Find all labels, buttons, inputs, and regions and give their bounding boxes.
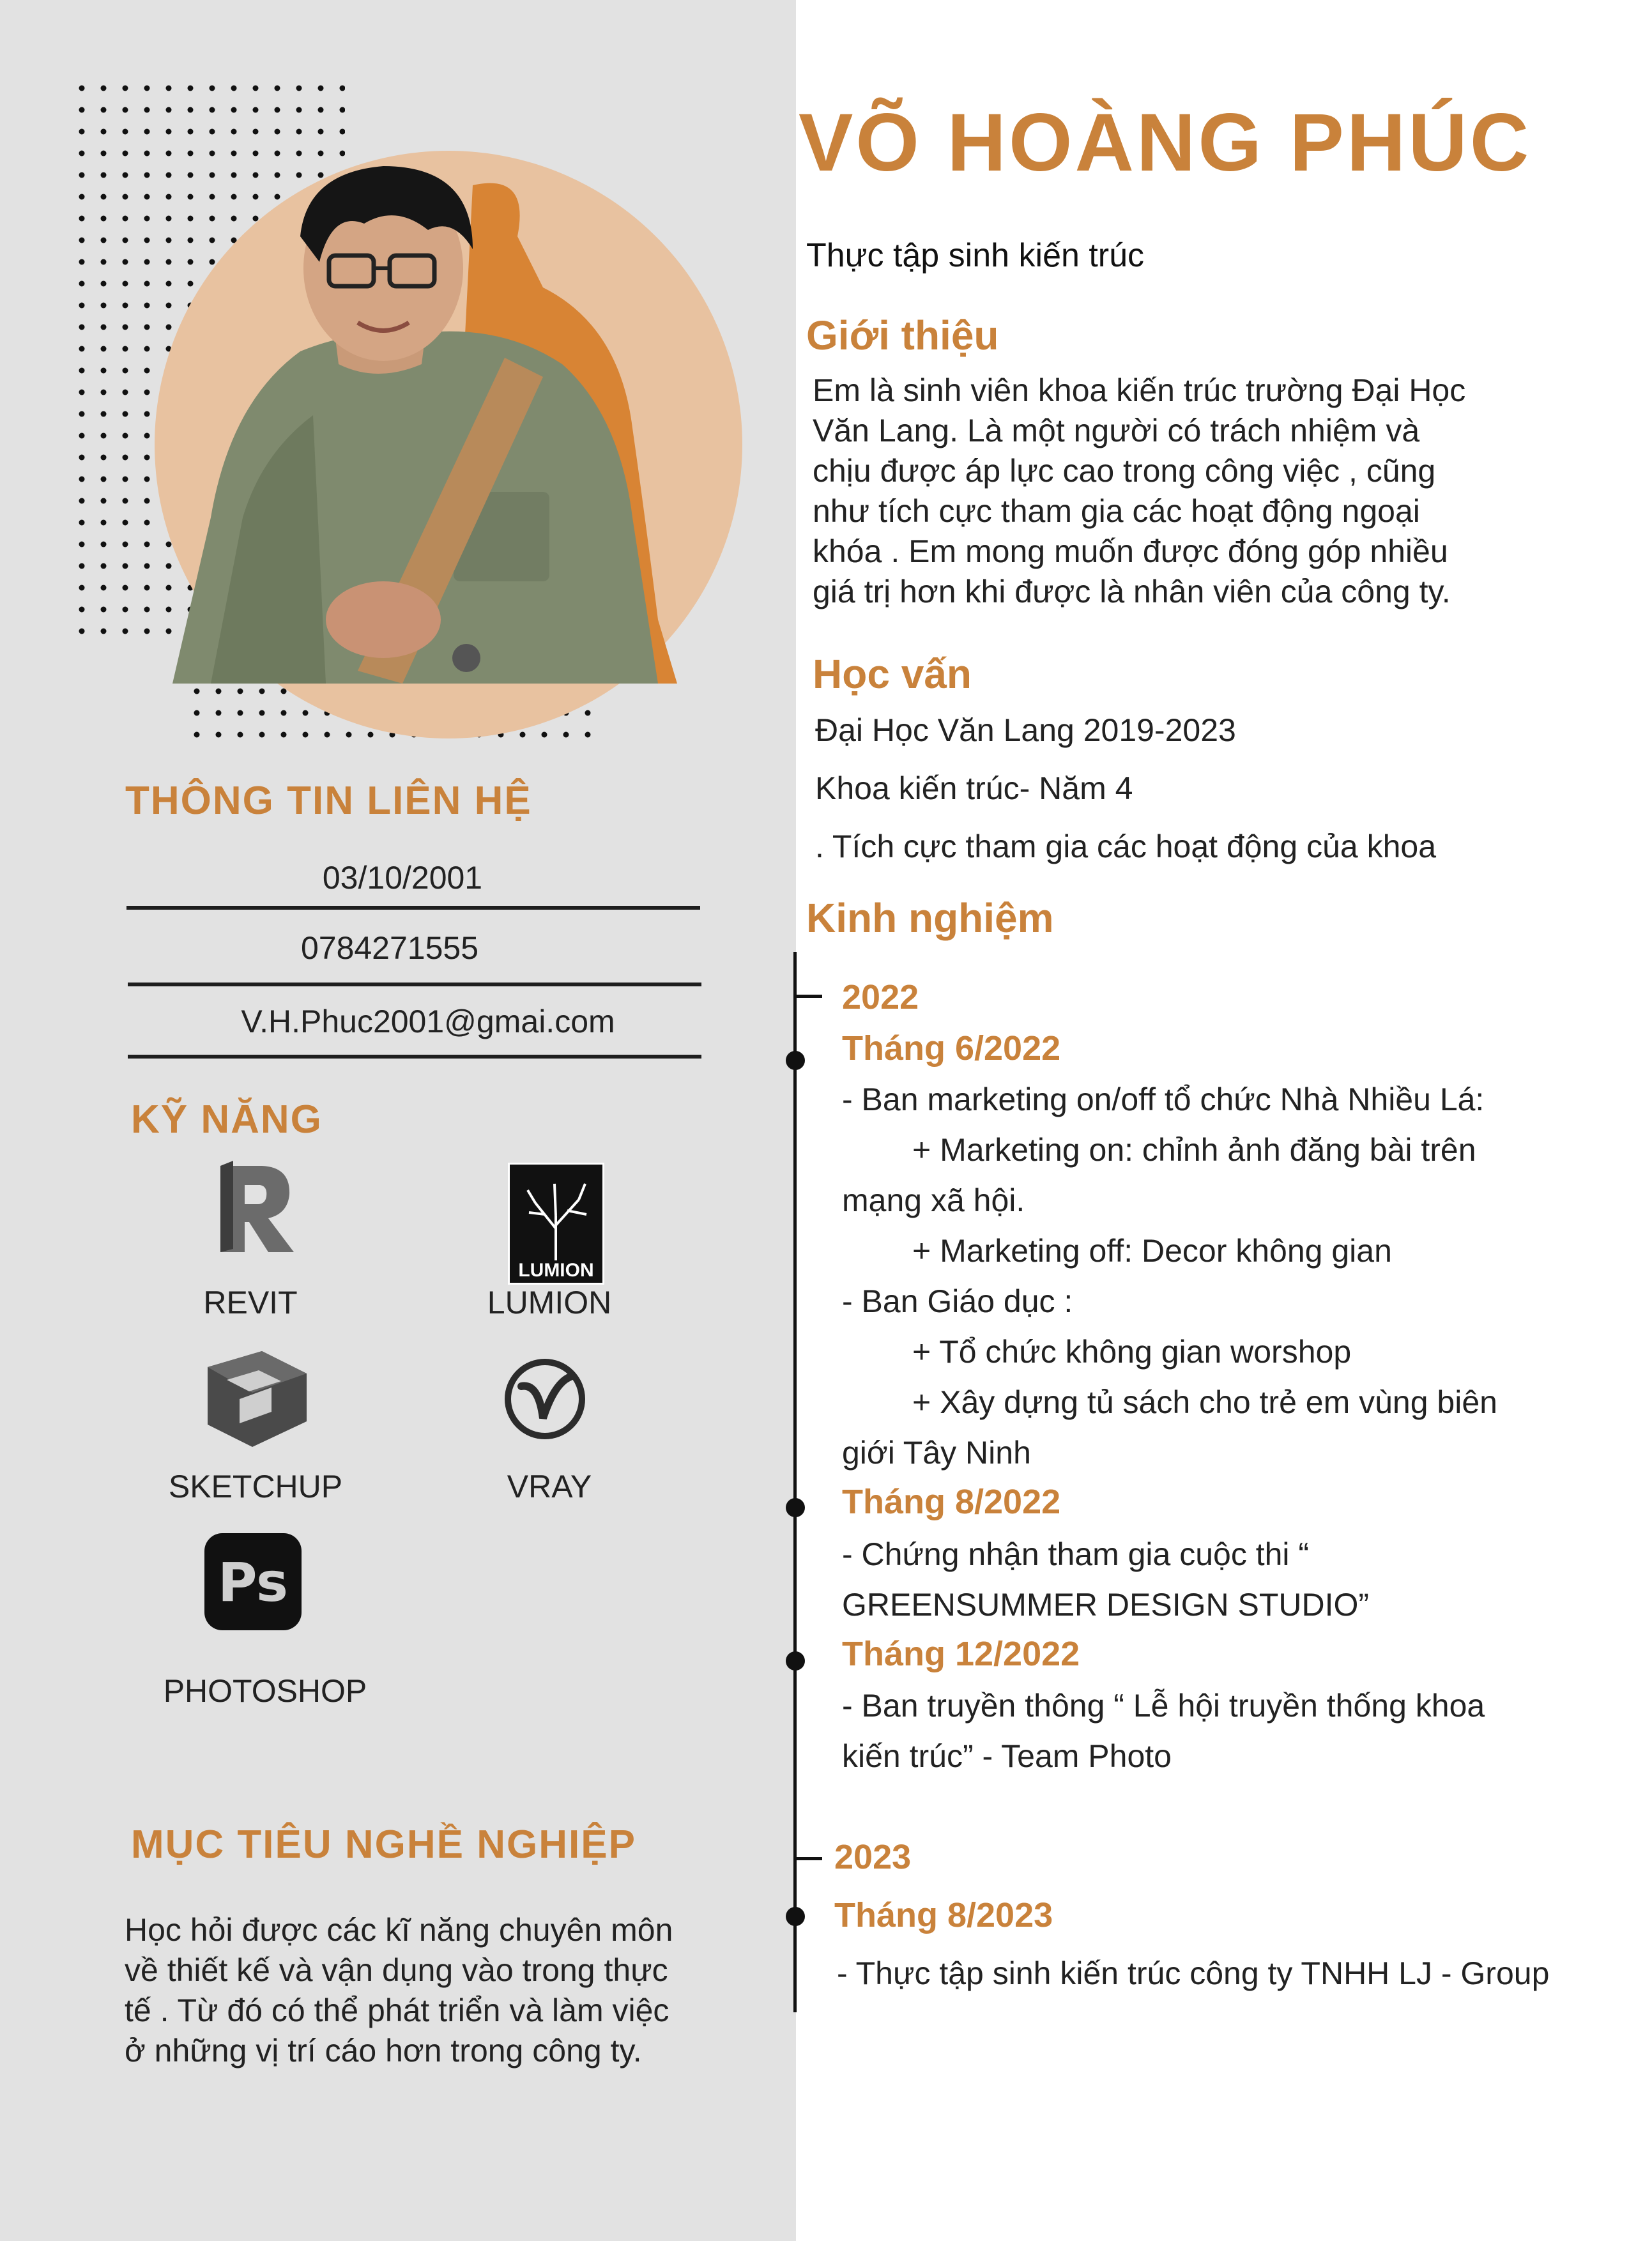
experience-line: giới Tây Ninh (842, 1435, 1031, 1471)
month-heading: Tháng 8/2022 (842, 1483, 1061, 1521)
timeline-line (793, 952, 797, 2012)
timeline-tick-2023 (797, 1857, 822, 1860)
skills-heading: KỸ NĂNG (131, 1098, 323, 1142)
intro-line: Văn Lang. Là một người có trách nhiệm và (813, 413, 1420, 448)
experience-line: GREENSUMMER DESIGN STUDIO” (842, 1587, 1370, 1623)
contact-heading: THÔNG TIN LIÊN HỆ (125, 779, 532, 823)
experience-heading: Kinh nghiệm (806, 895, 1054, 941)
skill-label: PHOTOSHOP (163, 1673, 367, 1709)
intro-line: khóa . Em mong muốn được đóng góp nhiều (813, 533, 1448, 569)
experience-line: - Thực tập sinh kiến trúc công ty TNHH LJ - Group (837, 1955, 1550, 1991)
lumion-icon (508, 1163, 604, 1285)
experience-line: + Tổ chức không gian worshop (912, 1334, 1352, 1370)
education-item: . Tích cực tham gia các hoạt động của khoa (815, 829, 1436, 864)
education-item: Đại Học Văn Lang 2019-2023 (815, 712, 1236, 748)
job-title: Thực tập sinh kiến trúc (806, 237, 1145, 274)
intro-heading: Giới thiệu (806, 312, 999, 358)
timeline-dot (786, 1051, 805, 1070)
photoshop-icon (204, 1533, 302, 1630)
revit-icon (214, 1159, 297, 1255)
timeline-tick-2022 (797, 995, 822, 998)
objective-paragraph (125, 1910, 725, 2071)
experience-line: - Ban Giáo dục : (842, 1283, 1073, 1319)
divider (128, 1055, 701, 1059)
month-heading: Tháng 8/2023 (834, 1896, 1053, 1934)
timeline-dot (786, 1498, 805, 1517)
intro-line: như tích cực tham gia các hoạt động ngoại (813, 493, 1420, 529)
contact-dob: 03/10/2001 (322, 860, 483, 896)
timeline-dot (786, 1907, 805, 1926)
experience-line: + Marketing off: Decor không gian (912, 1233, 1392, 1269)
objective-heading: MỤC TIÊU NGHỀ NGHIỆP (131, 1823, 636, 1867)
tree-icon (510, 1165, 602, 1260)
lumion-logo-text: LUMION (518, 1260, 594, 1281)
portrait-photo (172, 160, 696, 690)
experience-line: mạng xã hội. (842, 1182, 1025, 1218)
experience-line: - Ban marketing on/off tổ chức Nhà Nhiều Lá: (842, 1082, 1485, 1117)
experience-line: + Marketing on: chỉnh ảnh đăng bài trên (912, 1132, 1476, 1168)
objective-line: ở những vị trí cáo hơn trong công ty. (125, 2033, 642, 2069)
year-2023: 2023 (834, 1838, 912, 1876)
candidate-name: VÕ HOÀNG PHÚC (799, 97, 1532, 188)
skill-label: LUMION (487, 1285, 612, 1320)
experience-line: kiến trúc” - Team Photo (842, 1738, 1172, 1774)
experience-line: - Ban truyền thông “ Lễ hội truyền thống khoa (842, 1688, 1485, 1724)
intro-line: Em là sinh viên khoa kiến trúc trường Đại Học (813, 372, 1466, 408)
objective-line: về thiết kế và vận dụng vào trong thực (125, 1952, 668, 1988)
experience-line: - Chứng nhận tham gia cuộc thi “ (842, 1536, 1310, 1572)
education-heading: Học vấn (813, 651, 972, 697)
skill-label: VRAY (507, 1469, 592, 1504)
divider (128, 983, 701, 986)
timeline-dot (786, 1651, 805, 1671)
year-2022: 2022 (842, 978, 919, 1016)
intro-paragraph (813, 371, 1509, 612)
intro-line: chịu được áp lực cao trong công việc , cũng (813, 453, 1436, 489)
objective-line: Học hỏi được các kĩ năng chuyên môn (125, 1912, 673, 1948)
contact-email: V.H.Phuc2001@gmai.com (241, 1004, 615, 1039)
vray-icon (503, 1358, 586, 1441)
experience-line: + Xây dựng tủ sách cho trẻ em vùng biên (912, 1384, 1497, 1420)
skill-label: REVIT (203, 1285, 298, 1320)
month-heading: Tháng 6/2022 (842, 1029, 1061, 1067)
contact-phone: 0784271555 (300, 930, 479, 966)
objective-line: tế . Từ đó có thể phát triển và làm việc (125, 1992, 669, 2028)
intro-line: giá trị hơn khi được là nhân viên của công ty. (813, 574, 1451, 609)
divider (126, 906, 700, 910)
education-item: Khoa kiến trúc- Năm 4 (815, 770, 1133, 806)
sketchup-icon (201, 1348, 310, 1450)
month-heading: Tháng 12/2022 (842, 1635, 1080, 1673)
skill-label: SKETCHUP (168, 1469, 343, 1504)
photoshop-logo-text: Ps (217, 1551, 289, 1614)
